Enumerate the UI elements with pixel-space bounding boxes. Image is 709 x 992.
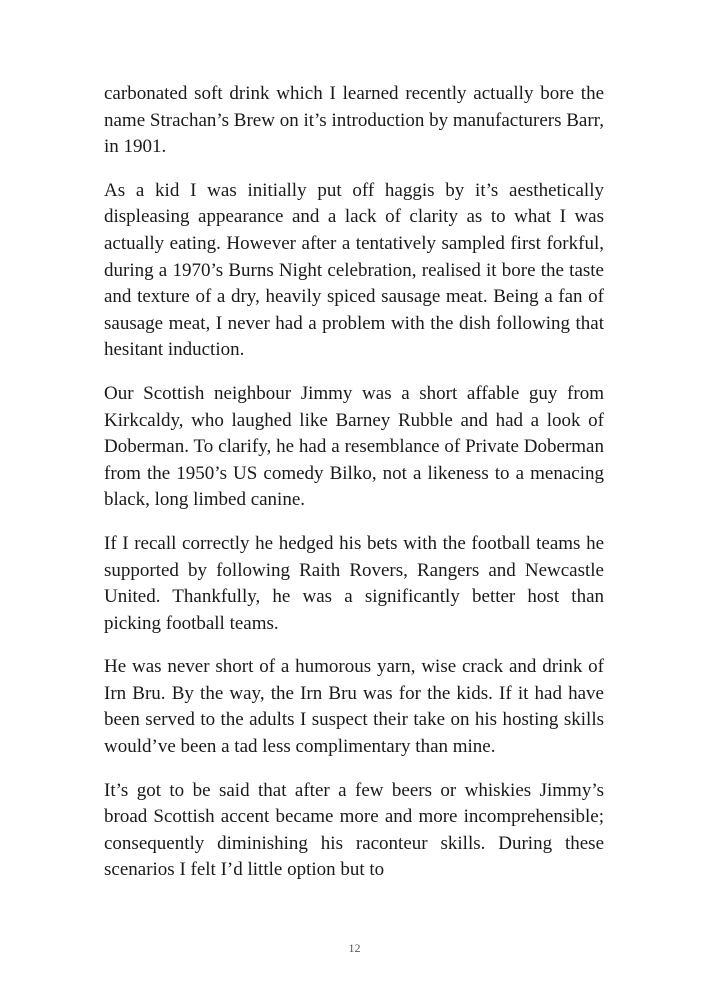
paragraph: It’s got to be said that after a few beers or whiskies Jimmy’s broad Scottish accent became more and more incomprehensible; consequently diminishing his raconteur skills. During these scenarios I felt I’d little option but to [104, 779, 604, 881]
body-text [104, 81, 604, 884]
paragraph: As a kid I was initially put off haggis by it’s aesthetically displeasing appearance and a lack of clarity as to what I was actually eating. However after a tentatively sampled first forkful, during a 1970’s Burns Night celebration, realised it bore the taste and texture of a dry, heavily spiced sausage meat. Being a fan of sausage meat, I never had a problem with the dish following that hesitant induction. [104, 179, 604, 361]
paragraph: If I recall correctly he hedged his bets with the football teams he supported by following Raith Rovers, Rangers and Newcastle United. Thankfully, he was a significantly better host than picking football teams. [104, 532, 604, 634]
paragraph: Our Scottish neighbour Jimmy was a short affable guy from Kirkcaldy, who laughed like Barney Rubble and had a look of Doberman. To clarify, he had a resemblance of Private Doberman from the 1950’s US comedy Bilko, not a likeness to a menacing black, long limbed canine. [104, 382, 604, 511]
page-number: 12 [348, 941, 361, 955]
paragraph: He was never short of a humorous yarn, wise crack and drink of Irn Bru. By the way, the Irn Bru was for the kids. If it had have been served to the adults I suspect their take on his hosting skills would’ve been a tad less complimentary than mine. [104, 656, 604, 758]
paragraph: carbonated soft drink which I learned recently actually bore the name Strachan’s Brew on it’s introduction by manufacturers Barr, in 1901. [104, 83, 604, 158]
